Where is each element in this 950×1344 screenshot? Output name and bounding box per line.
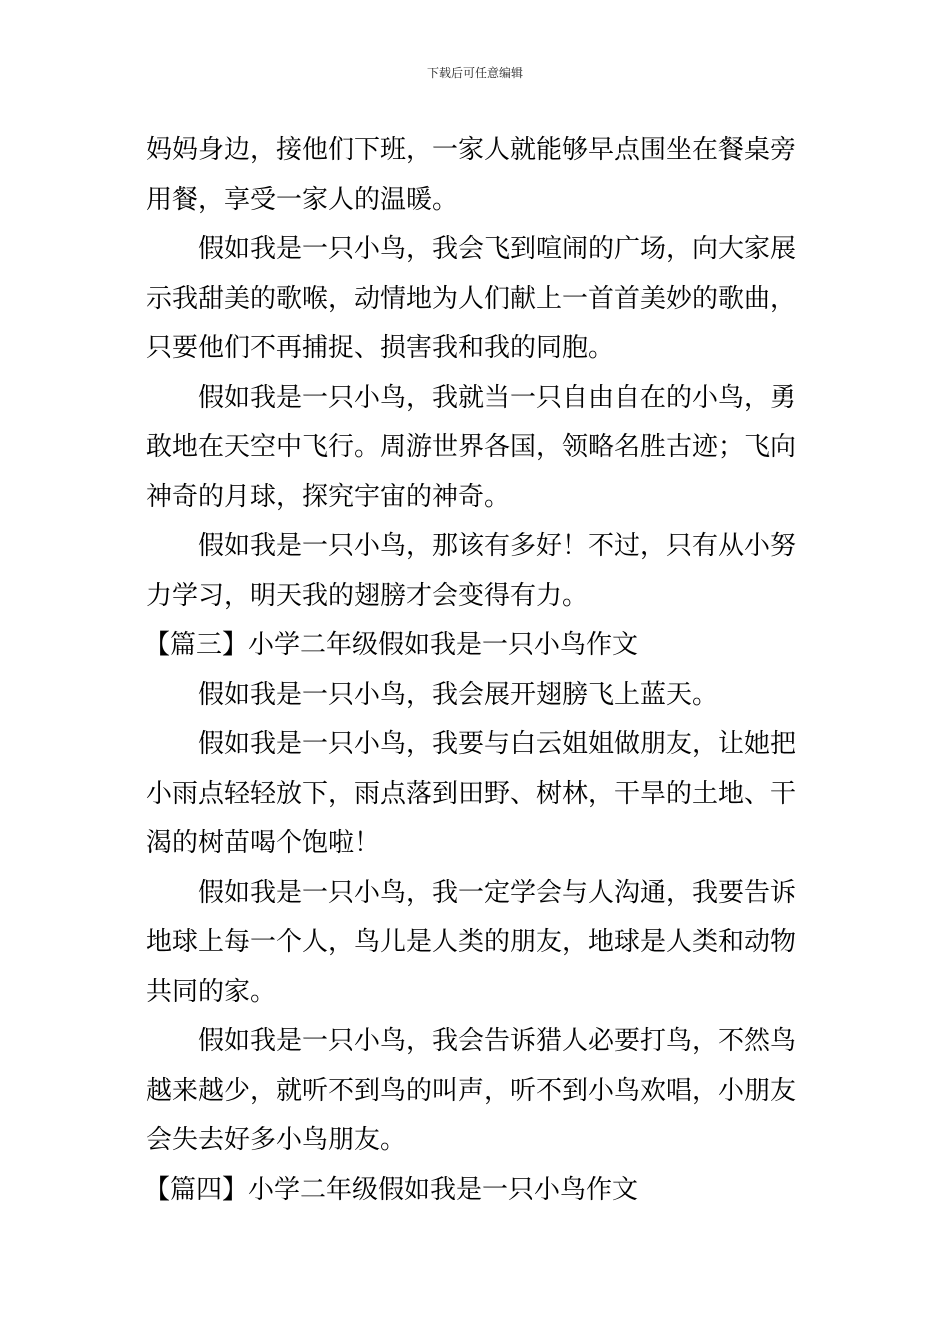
section-heading: 【篇四】小学二年级假如我是一只小鸟作文 [144, 1174, 639, 1205]
text-line: 会失去好多小鸟朋友。 [146, 1125, 407, 1155]
paragraph-start-line: 假如我是一只小鸟，我就当一只自由自在的小鸟，勇 [198, 382, 797, 413]
text-line: 敢地在天空中飞行。周游世界各国，领略名胜古迹；飞向 [146, 432, 797, 462]
paragraph-start-line: 假如我是一只小鸟，那该有多好！不过，只有从小努 [198, 531, 797, 561]
text-line: 渴的树苗喝个饱啦！ [146, 828, 381, 858]
text-line: 力学习，明天我的翅膀才会变得有力。 [146, 580, 589, 611]
paragraph-start-line: 假如我是一只小鸟，我会展开翅膀飞上蓝天。 [198, 679, 719, 710]
text-line: 共同的家。 [146, 976, 277, 1007]
text-line: 神奇的月球，探究宇宙的神奇。 [146, 481, 511, 512]
text-line: 妈妈身边，接他们下班，一家人就能够早点围坐在餐桌旁 [146, 135, 797, 165]
text-line: 越来越少，就听不到鸟的叫声，听不到小鸟欢唱，小朋友 [146, 1075, 797, 1106]
text-line: 地球上每一个人，鸟儿是人类的朋友，地球是人类和动物 [146, 927, 797, 957]
paragraph-start-line: 假如我是一只小鸟，我一定学会与人沟通，我要告诉 [198, 877, 797, 908]
text-line: 用餐，享受一家人的温暖。 [146, 184, 459, 215]
document-body [146, 126, 808, 1215]
text-line: 小雨点轻轻放下，雨点落到田野、树林，干旱的土地、干 [146, 778, 797, 809]
text-line: 只要他们不再捕捉、损害我和我的同胞。 [146, 333, 615, 363]
text-line: 示我甜美的歌喉，动情地为人们献上一首首美妙的歌曲， [146, 283, 797, 314]
paragraph-start-line: 假如我是一只小鸟，我会告诉猎人必要打鸟，不然鸟 [198, 1026, 797, 1056]
section-heading: 【篇三】小学二年级假如我是一只小鸟作文 [144, 630, 639, 660]
page-header-note: 下载后可任意编辑 [426, 66, 523, 80]
paragraph-start-line: 假如我是一只小鸟，我要与白云姐姐做朋友，让她把 [198, 729, 797, 759]
paragraph-start-line: 假如我是一只小鸟，我会飞到喧闹的广场，向大家展 [198, 234, 797, 264]
